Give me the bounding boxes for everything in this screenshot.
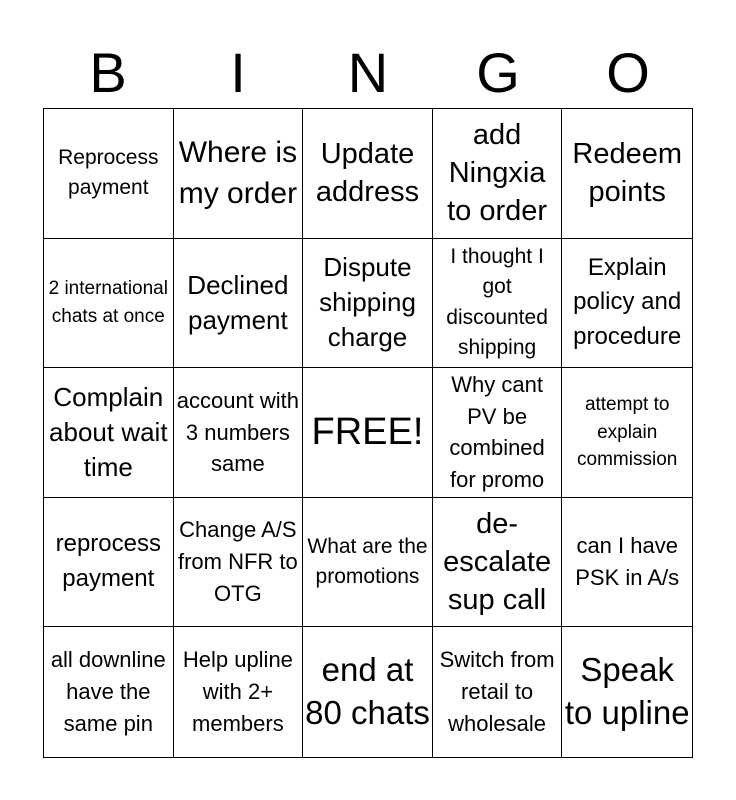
cell-text: Speak to upline bbox=[564, 651, 690, 732]
bingo-cell[interactable] bbox=[562, 498, 692, 628]
cell-text: Complain about wait time bbox=[49, 381, 168, 483]
bingo-cell[interactable] bbox=[174, 368, 304, 498]
bingo-cell[interactable] bbox=[562, 109, 692, 239]
cell-text: add Ningxia to order bbox=[447, 118, 548, 228]
cell-text: 2 international chats at once bbox=[48, 278, 168, 327]
bingo-cell[interactable] bbox=[433, 239, 563, 369]
bingo-cell[interactable] bbox=[433, 498, 563, 628]
bingo-cell[interactable] bbox=[174, 109, 304, 239]
bingo-cell[interactable] bbox=[44, 627, 174, 757]
bingo-cell[interactable] bbox=[174, 239, 304, 369]
bingo-cell[interactable] bbox=[174, 498, 304, 628]
bingo-cell[interactable] bbox=[562, 368, 692, 498]
cell-text: Update address bbox=[315, 138, 420, 209]
bingo-cell[interactable] bbox=[303, 239, 433, 369]
bingo-cell[interactable] bbox=[303, 627, 433, 757]
cell-text: reprocess payment bbox=[55, 530, 161, 593]
cell-text: all downline have the same pin bbox=[50, 647, 166, 737]
cell-text: Redeem points bbox=[572, 138, 682, 209]
header-letter-i: I bbox=[230, 41, 246, 104]
cell-text: Dispute shipping charge bbox=[319, 252, 416, 353]
free-space-label: FREE! bbox=[311, 410, 424, 453]
cell-text: Explain policy and procedure bbox=[573, 253, 682, 351]
cell-text: de-escalate sup call bbox=[443, 507, 552, 617]
cell-text: attempt to explain commission bbox=[577, 394, 678, 471]
bingo-cell[interactable] bbox=[433, 109, 563, 239]
bingo-cell[interactable] bbox=[44, 498, 174, 628]
bingo-cell[interactable] bbox=[303, 498, 433, 628]
bingo-cell[interactable] bbox=[44, 109, 174, 239]
header-letter-b: B bbox=[89, 41, 127, 104]
bingo-cell[interactable] bbox=[433, 627, 563, 757]
cell-text: I thought I got discounted shipping bbox=[446, 245, 548, 360]
cell-text: What are the promotions bbox=[307, 534, 428, 589]
bingo-board bbox=[43, 108, 693, 758]
bingo-cell[interactable] bbox=[44, 239, 174, 369]
header-letter-n: N bbox=[347, 41, 389, 104]
cell-text: end at 80 chats bbox=[305, 651, 430, 732]
header-letter-o: O bbox=[606, 41, 650, 104]
cell-text: can I have PSK in A/s bbox=[575, 533, 680, 591]
cell-text: Declined payment bbox=[187, 269, 289, 335]
bingo-cell[interactable] bbox=[303, 109, 433, 239]
cell-text: Reprocess payment bbox=[58, 145, 159, 200]
cell-text: account with 3 numbers same bbox=[176, 387, 300, 477]
bingo-cell[interactable] bbox=[174, 627, 304, 757]
bingo-cell[interactable] bbox=[562, 627, 692, 757]
header-letter-g: G bbox=[476, 41, 520, 104]
cell-text: Switch from retail to wholesale bbox=[439, 647, 555, 737]
bingo-cell[interactable] bbox=[44, 368, 174, 498]
bingo-header bbox=[43, 38, 693, 108]
free-space-cell[interactable] bbox=[303, 368, 433, 498]
cell-text: Where is my order bbox=[178, 135, 298, 211]
bingo-cell[interactable] bbox=[562, 239, 692, 369]
cell-text: Why cant PV be combined for promo bbox=[449, 371, 545, 493]
cell-text: Help upline with 2+ members bbox=[182, 647, 293, 737]
cell-text: Change A/S from NFR to OTG bbox=[177, 517, 298, 607]
bingo-cell[interactable] bbox=[433, 368, 563, 498]
